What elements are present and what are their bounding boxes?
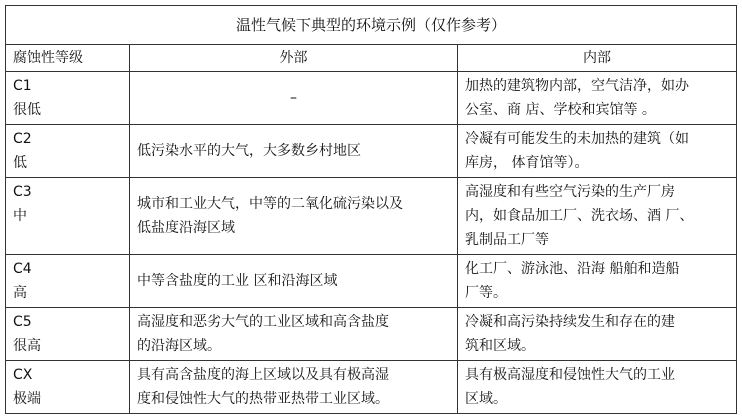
table-row (6, 361, 737, 414)
grade-level: 高 (13, 285, 27, 301)
table-row (6, 125, 737, 178)
header-grade: 腐蚀性等级 (6, 45, 130, 72)
interior-text-line: 冷凝和高污染持续发生和存在的建 (465, 314, 675, 330)
header-exterior: 外部 (130, 45, 458, 72)
exterior-cell (130, 72, 458, 125)
grade-level: 极端 (13, 391, 41, 407)
interior-text-line: 筑和区域。 (465, 338, 535, 354)
environment-table (5, 5, 737, 414)
exterior-text-line: 低污染水平的大气，大多数乡村地区 (137, 143, 361, 159)
interior-text-line: 高湿度和有些空气污染的生产厂房 (465, 184, 675, 200)
grade-code: CX (13, 367, 33, 383)
table-row (6, 72, 737, 125)
interior-cell (458, 308, 737, 361)
interior-text-line: 加热的建筑物内部，空气洁净，如办 (465, 78, 689, 94)
table-row (6, 178, 737, 255)
interior-text-line: 库房， 体育馆等）。 (465, 155, 589, 171)
grade-cell (6, 308, 130, 361)
interior-text-line: 冷凝有可能发生的未加热的建筑（如 (465, 131, 689, 147)
grade-code: C3 (13, 184, 32, 200)
grade-code: C4 (13, 261, 32, 277)
caption-row (6, 6, 737, 45)
grade-level: 很高 (13, 338, 41, 354)
interior-text-line: 具有极高湿度和侵蚀性大气的工业 (465, 367, 675, 383)
grade-cell (6, 178, 130, 255)
interior-text-line: 区域。 (465, 391, 507, 407)
interior-text-line: 化工厂、游泳池、沿海 船舶和造船 (465, 261, 680, 277)
exterior-text-line: – (290, 90, 297, 106)
header-interior: 内部 (458, 45, 737, 72)
interior-text-line: 内，如食品加工厂、洗衣场、酒 厂、 (465, 208, 694, 224)
grade-level: 很低 (13, 102, 41, 118)
exterior-cell (130, 255, 458, 308)
grade-cell (6, 72, 130, 125)
exterior-cell (130, 308, 458, 361)
exterior-text-line: 中等含盐度的工业 区和沿海区域 (137, 273, 338, 289)
grade-code: C1 (13, 78, 32, 94)
grade-level: 低 (13, 155, 27, 171)
header-row (6, 45, 737, 72)
table-row (6, 255, 737, 308)
grade-cell (6, 361, 130, 414)
interior-cell (458, 255, 737, 308)
exterior-text-line: 的沿海区域。 (137, 338, 221, 354)
interior-cell (458, 72, 737, 125)
exterior-text-line: 城市和工业大气，中等的二氧化硫污染以及 (137, 196, 403, 212)
grade-code: C2 (13, 131, 32, 147)
interior-text-line: 乳制品工厂等 (465, 232, 549, 248)
interior-text-line: 公室、商 店、学校和宾馆等 。 (465, 102, 656, 118)
exterior-text-line: 高湿度和恶劣大气的工业区域和高含盐度 (137, 314, 389, 330)
table-title: 温性气候下典型的环境示例（仅作参考） (6, 6, 737, 45)
exterior-text-line: 度和侵蚀性大气的热带亚热带工业区域。 (137, 391, 389, 407)
interior-cell (458, 361, 737, 414)
exterior-text-line: 具有高含盐度的海上区域以及具有极高湿 (137, 367, 389, 383)
exterior-text-line: 低盐度沿海区域 (137, 220, 235, 236)
grade-code: C5 (13, 314, 32, 330)
table-row (6, 308, 737, 361)
interior-cell (458, 125, 737, 178)
exterior-cell (130, 125, 458, 178)
grade-cell (6, 125, 130, 178)
interior-text-line: 厂等。 (465, 285, 507, 301)
exterior-cell (130, 178, 458, 255)
grade-level: 中 (13, 208, 27, 224)
grade-cell (6, 255, 130, 308)
exterior-cell (130, 361, 458, 414)
interior-cell (458, 178, 737, 255)
